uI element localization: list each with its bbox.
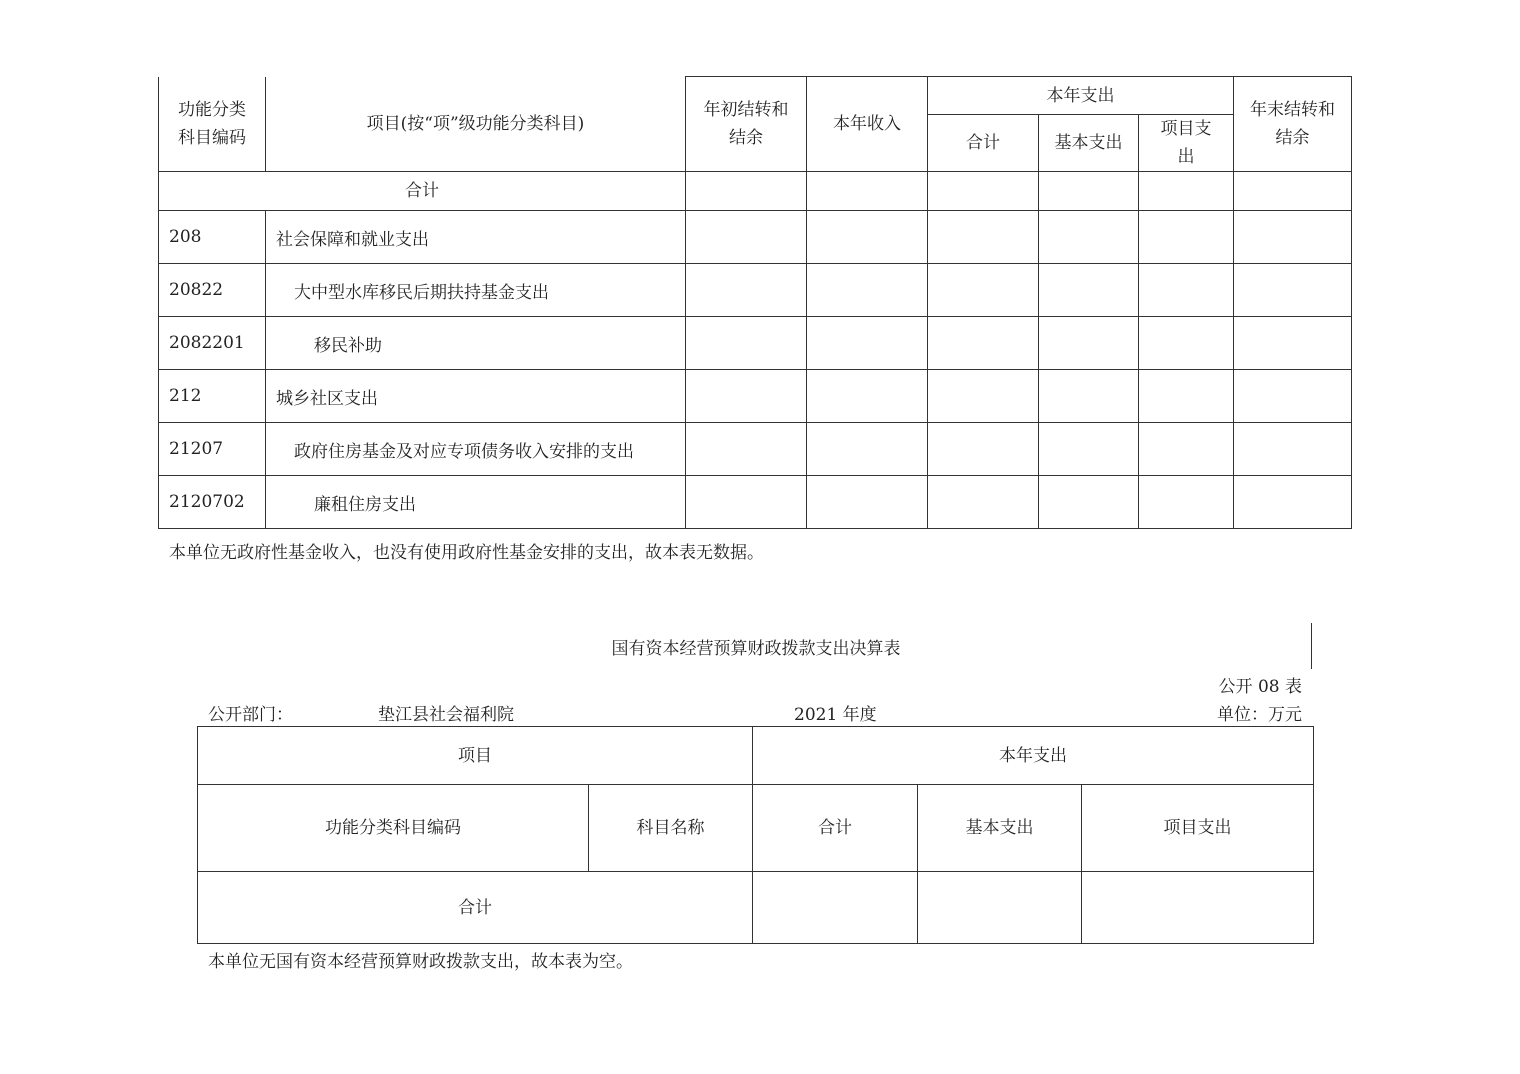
dept-name: 垫江县社会福利院: [378, 705, 514, 725]
table-row: [159, 211, 1352, 264]
row-value-cell: [807, 264, 928, 317]
t2-header-expense: 本年支出: [753, 727, 1314, 785]
total-row: [159, 172, 1352, 211]
row-value-cell: [1139, 476, 1234, 529]
government-fund-table: [158, 76, 1352, 529]
row-value-cell: [928, 370, 1039, 423]
row-value-cell: [1139, 264, 1234, 317]
row-code: 2120702: [159, 476, 266, 529]
table1-note: 本单位无政府性基金收入，也没有使用政府性基金安排的支出，故本表无数据。: [169, 543, 764, 563]
header-exp-total: 合计: [928, 115, 1039, 172]
row-value-cell: [1234, 476, 1352, 529]
row-value-cell: [1039, 370, 1139, 423]
row-value-cell: [686, 476, 807, 529]
t2-header-func-code: 功能分类科目编码: [198, 785, 589, 872]
row-value-cell: [1139, 317, 1234, 370]
row-name: 移民补助: [266, 317, 686, 370]
row-value-cell: [686, 264, 807, 317]
divider-line: [1311, 623, 1312, 669]
row-value-cell: [1234, 423, 1352, 476]
row-value-cell: [928, 211, 1039, 264]
header-code: 功能分类 科目编码: [159, 77, 266, 172]
state-capital-table: [197, 726, 1314, 944]
row-value-cell: [928, 476, 1039, 529]
header-exp-basic: 基本支出: [1039, 115, 1139, 172]
row-value-cell: [807, 423, 928, 476]
t2-header-total: 合计: [753, 785, 918, 872]
t2-header-project: 项目支出: [1082, 785, 1314, 872]
row-name: 城乡社区支出: [266, 370, 686, 423]
header-closing: 年末结转和 结余: [1234, 77, 1352, 172]
row-value-cell: [1039, 264, 1139, 317]
row-value-cell: [928, 264, 1039, 317]
row-value-cell: [807, 317, 928, 370]
row-code: 20822: [159, 264, 266, 317]
table-row: [159, 423, 1352, 476]
table-row: [159, 476, 1352, 529]
total-label: 合计: [159, 172, 686, 211]
row-code: 2082201: [159, 317, 266, 370]
fiscal-year: 2021 年度: [794, 705, 877, 725]
unit-label: 单位：万元: [1217, 705, 1302, 725]
header-opening: 年初结转和 结余: [686, 77, 807, 172]
table-row: [159, 317, 1352, 370]
row-value-cell: [686, 370, 807, 423]
row-value-cell: [1039, 476, 1139, 529]
header-exp-project: 项目支 出: [1139, 115, 1234, 172]
row-value-cell: [1039, 211, 1139, 264]
row-value-cell: [807, 476, 928, 529]
row-value-cell: [807, 370, 928, 423]
header-item: 项目(按“项”级功能分类科目): [266, 77, 686, 172]
table-row: [159, 370, 1352, 423]
row-code: 208: [159, 211, 266, 264]
row-name: 廉租住房支出: [266, 476, 686, 529]
dept-label: 公开部门：: [208, 705, 293, 725]
t2-total-label: 合计: [198, 872, 753, 944]
header-income: 本年收入: [807, 77, 928, 172]
row-value-cell: [928, 317, 1039, 370]
row-value-cell: [1234, 264, 1352, 317]
row-value-cell: [928, 423, 1039, 476]
row-value-cell: [1039, 423, 1139, 476]
row-value-cell: [686, 317, 807, 370]
row-value-cell: [686, 423, 807, 476]
table-row: [159, 264, 1352, 317]
row-name: 社会保障和就业支出: [266, 211, 686, 264]
row-value-cell: [1234, 317, 1352, 370]
t2-header-item: 项目: [198, 727, 753, 785]
table2-note: 本单位无国有资本经营预算财政拨款支出，故本表为空。: [208, 952, 633, 972]
header-expense-group: 本年支出: [928, 77, 1234, 115]
row-value-cell: [1234, 211, 1352, 264]
t2-header-subject-name: 科目名称: [589, 785, 753, 872]
row-code: 21207: [159, 423, 266, 476]
t2-header-basic: 基本支出: [918, 785, 1082, 872]
table-code: 公开 08 表: [1218, 677, 1302, 697]
row-value-cell: [1139, 370, 1234, 423]
row-value-cell: [807, 211, 928, 264]
row-value-cell: [1234, 370, 1352, 423]
row-value-cell: [686, 211, 807, 264]
row-value-cell: [1039, 317, 1139, 370]
t2-total-row: [198, 872, 1314, 944]
table2-title: 国有资本经营预算财政拨款支出决算表: [611, 639, 901, 659]
row-name: 大中型水库移民后期扶持基金支出: [266, 264, 686, 317]
row-name: 政府住房基金及对应专项债务收入安排的支出: [266, 423, 686, 476]
row-value-cell: [1139, 423, 1234, 476]
row-value-cell: [1139, 211, 1234, 264]
row-code: 212: [159, 370, 266, 423]
